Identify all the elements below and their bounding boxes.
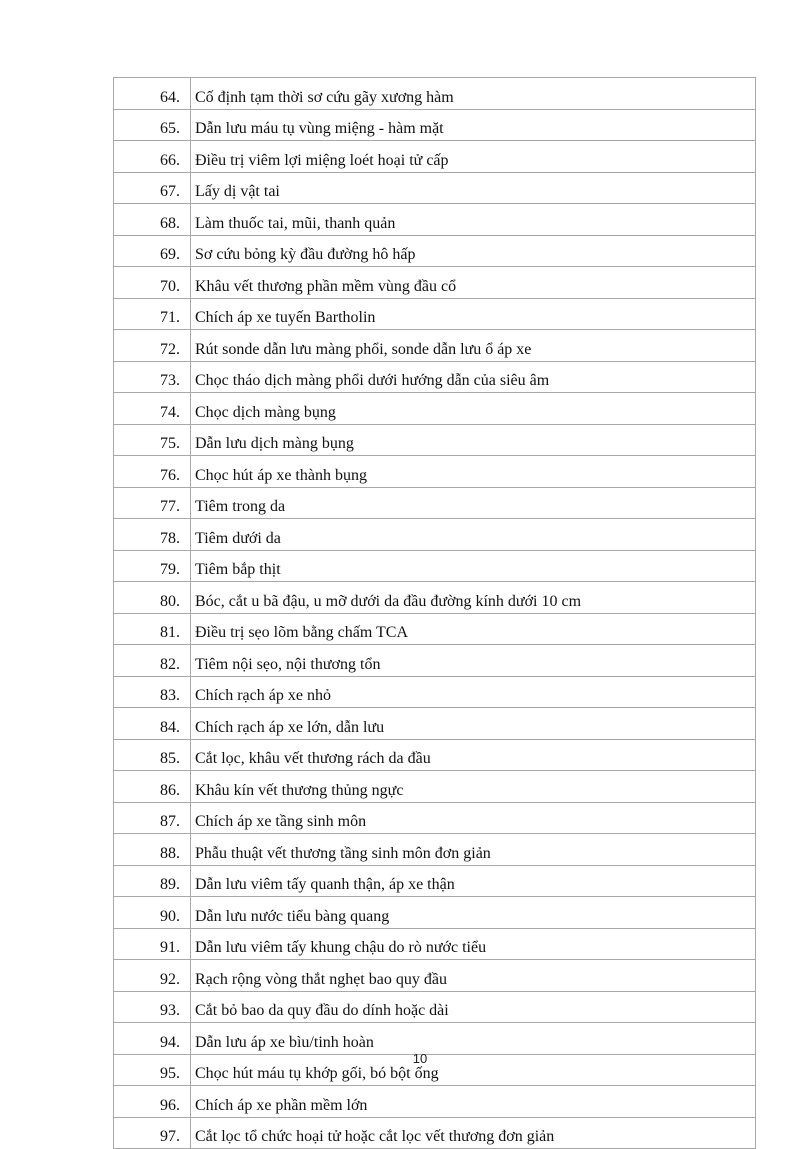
procedure-name: Cắt lọc tổ chức hoại tử hoặc cắt lọc vết thương đơn giản: [191, 1117, 756, 1149]
row-number: 77.: [114, 487, 191, 519]
row-number: 70.: [114, 267, 191, 299]
procedure-name: Làm thuốc tai, mũi, thanh quản: [191, 204, 756, 236]
row-number: 82.: [114, 645, 191, 677]
procedure-name: Khâu kín vết thương thủng ngực: [191, 771, 756, 803]
row-number: 87.: [114, 802, 191, 834]
table-row: [114, 676, 756, 708]
row-number: 65.: [114, 109, 191, 141]
procedure-name: Rút sonde dẫn lưu màng phổi, sonde dẫn lưu ổ áp xe: [191, 330, 756, 362]
table-row: [114, 645, 756, 677]
table-row: [114, 204, 756, 236]
row-number: 73.: [114, 361, 191, 393]
row-number: 68.: [114, 204, 191, 236]
row-number: 94.: [114, 1023, 191, 1055]
table-row: [114, 298, 756, 330]
procedure-name: Rạch rộng vòng thắt nghẹt bao quy đầu: [191, 960, 756, 992]
row-number: 78.: [114, 519, 191, 551]
row-number: 88.: [114, 834, 191, 866]
row-number: 93.: [114, 991, 191, 1023]
row-number: 74.: [114, 393, 191, 425]
row-number: 84.: [114, 708, 191, 740]
row-number: 85.: [114, 739, 191, 771]
procedure-name: Chọc dịch màng bụng: [191, 393, 756, 425]
table-row: [114, 1117, 756, 1149]
row-number: 96.: [114, 1086, 191, 1118]
procedure-name: Khâu vết thương phần mềm vùng đầu cổ: [191, 267, 756, 299]
procedure-name: Dẫn lưu nước tiểu bàng quang: [191, 897, 756, 929]
procedure-table-body: [114, 78, 756, 1149]
procedure-name: Tiêm trong da: [191, 487, 756, 519]
procedure-name: Dẫn lưu viêm tấy khung chậu do rò nước tiểu: [191, 928, 756, 960]
table-row: [114, 109, 756, 141]
table-row: [114, 834, 756, 866]
table-row: [114, 267, 756, 299]
procedure-name: Chích rạch áp xe lớn, dẫn lưu: [191, 708, 756, 740]
row-number: 80.: [114, 582, 191, 614]
row-number: 95.: [114, 1054, 191, 1086]
table-row: [114, 487, 756, 519]
procedure-name: Dẫn lưu máu tụ vùng miệng - hàm mặt: [191, 109, 756, 141]
procedure-name: Điều trị sẹo lõm bằng chấm TCA: [191, 613, 756, 645]
table-row: [114, 960, 756, 992]
procedure-name: Sơ cứu bỏng kỳ đầu đường hô hấp: [191, 235, 756, 267]
table-row: [114, 141, 756, 173]
row-number: 81.: [114, 613, 191, 645]
table-row: [114, 897, 756, 929]
table-row: [114, 361, 756, 393]
procedure-name: Chích áp xe tầng sinh môn: [191, 802, 756, 834]
table-row: [114, 172, 756, 204]
procedure-name: Lấy dị vật tai: [191, 172, 756, 204]
row-number: 97.: [114, 1117, 191, 1149]
procedure-name: Chọc hút máu tụ khớp gối, bó bột ống: [191, 1054, 756, 1086]
row-number: 67.: [114, 172, 191, 204]
row-number: 71.: [114, 298, 191, 330]
procedure-name: Chích áp xe tuyến Bartholin: [191, 298, 756, 330]
procedure-name: Chích rạch áp xe nhỏ: [191, 676, 756, 708]
table-row: [114, 1086, 756, 1118]
row-number: 79.: [114, 550, 191, 582]
row-number: 66.: [114, 141, 191, 173]
procedure-name: Bóc, cắt u bã đậu, u mỡ dưới da đầu đường kính dưới 10 cm: [191, 582, 756, 614]
row-number: 83.: [114, 676, 191, 708]
procedure-name: Tiêm bắp thịt: [191, 550, 756, 582]
procedure-name: Chọc tháo dịch màng phổi dưới hướng dẫn của siêu âm: [191, 361, 756, 393]
procedure-name: Cắt bỏ bao da quy đầu do dính hoặc dài: [191, 991, 756, 1023]
row-number: 89.: [114, 865, 191, 897]
row-number: 76.: [114, 456, 191, 488]
table-row: [114, 771, 756, 803]
procedure-name: Tiêm nội sẹo, nội thương tổn: [191, 645, 756, 677]
procedure-name: Cắt lọc, khâu vết thương rách da đầu: [191, 739, 756, 771]
table-row: [114, 235, 756, 267]
procedure-name: Dẫn lưu áp xe bìu/tinh hoàn: [191, 1023, 756, 1055]
table-row: [114, 1023, 756, 1055]
table-row: [114, 550, 756, 582]
row-number: 75.: [114, 424, 191, 456]
table-row: [114, 991, 756, 1023]
row-number: 91.: [114, 928, 191, 960]
table-row: [114, 456, 756, 488]
procedure-name: Chích áp xe phần mềm lớn: [191, 1086, 756, 1118]
table-row: [114, 739, 756, 771]
procedure-name: Dẫn lưu viêm tấy quanh thận, áp xe thận: [191, 865, 756, 897]
procedure-name: Tiêm dưới da: [191, 519, 756, 551]
procedure-name: Phẫu thuật vết thương tầng sinh môn đơn giản: [191, 834, 756, 866]
table-row: [114, 708, 756, 740]
table-row: [114, 393, 756, 425]
procedure-name: Chọc hút áp xe thành bụng: [191, 456, 756, 488]
table-row: [114, 582, 756, 614]
row-number: 69.: [114, 235, 191, 267]
procedure-name: Điều trị viêm lợi miệng loét hoại tử cấp: [191, 141, 756, 173]
table-row: [114, 928, 756, 960]
table-row: [114, 78, 756, 110]
table-row: [114, 519, 756, 551]
table-row: [114, 424, 756, 456]
procedure-table: [113, 77, 756, 1149]
row-number: 92.: [114, 960, 191, 992]
row-number: 86.: [114, 771, 191, 803]
row-number: 90.: [114, 897, 191, 929]
table-row: [114, 330, 756, 362]
procedure-name: Dẫn lưu dịch màng bụng: [191, 424, 756, 456]
row-number: 72.: [114, 330, 191, 362]
row-number: 64.: [114, 78, 191, 110]
procedure-name: Cố định tạm thời sơ cứu gãy xương hàm: [191, 78, 756, 110]
page-number: 10: [412, 1051, 428, 1066]
table-row: [114, 865, 756, 897]
table-row: [114, 802, 756, 834]
table-row: [114, 613, 756, 645]
